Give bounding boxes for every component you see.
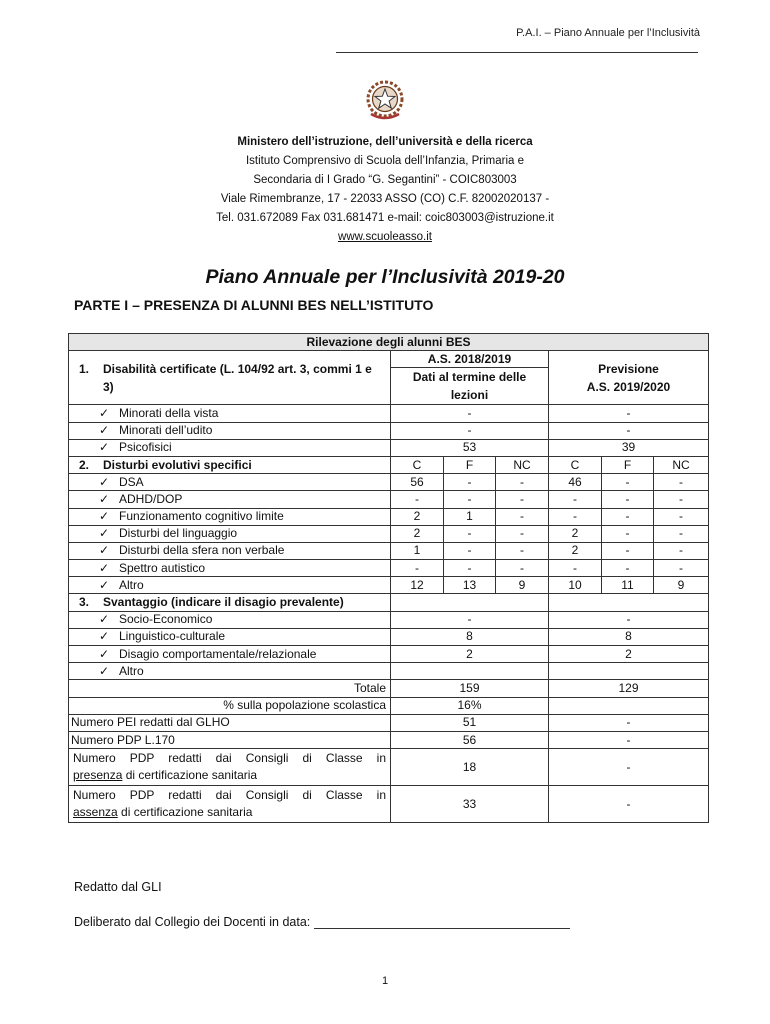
subcolumn-header: F bbox=[444, 456, 496, 473]
value-cell: - bbox=[496, 508, 549, 525]
value-2019: - bbox=[549, 786, 709, 823]
value-cell: 2 bbox=[391, 508, 444, 525]
value-cell: - bbox=[654, 491, 709, 508]
value-cell: 9 bbox=[496, 577, 549, 594]
row-label: Socio-Economico bbox=[119, 612, 213, 627]
value-cell: - bbox=[602, 491, 654, 508]
label-line-1: Numero PDP redatti dai Consigli di Classe in bbox=[73, 788, 386, 803]
section-title: Svantaggio (indicare il disagio prevalente) bbox=[103, 595, 344, 610]
value-cell: - bbox=[654, 525, 709, 542]
section-3-header-row bbox=[69, 594, 709, 611]
disorder-label bbox=[69, 525, 391, 542]
value-cell: 9 bbox=[654, 577, 709, 594]
check-mark-icon: ✓ bbox=[99, 629, 110, 644]
value-cell: 10 bbox=[549, 577, 602, 594]
value-2019: - bbox=[549, 422, 709, 439]
col-2018-line-2: Dati al termine delle lezioni bbox=[391, 368, 549, 405]
disorder-label bbox=[69, 474, 391, 491]
value-2018: - bbox=[391, 611, 549, 628]
table-row bbox=[69, 560, 709, 577]
value-2018: - bbox=[391, 405, 549, 422]
check-mark-icon: ✓ bbox=[99, 491, 110, 506]
value-cell: - bbox=[496, 491, 549, 508]
value-cell: - bbox=[444, 491, 496, 508]
value-2018: 2 bbox=[391, 646, 549, 663]
value-2019: 2 bbox=[549, 646, 709, 663]
value-cell: - bbox=[444, 542, 496, 559]
table-row bbox=[69, 508, 709, 525]
value-2019: - bbox=[549, 749, 709, 786]
value-2019: - bbox=[549, 611, 709, 628]
institution-block bbox=[0, 133, 770, 247]
check-mark-icon: ✓ bbox=[99, 509, 110, 524]
subcolumn-header: F bbox=[602, 456, 654, 473]
check-mark-icon: ✓ bbox=[99, 526, 110, 541]
disadvantage-label bbox=[69, 646, 391, 663]
value-cell: - bbox=[654, 542, 709, 559]
value-cell: 13 bbox=[444, 577, 496, 594]
row-label: Linguistico-culturale bbox=[119, 629, 226, 644]
italian-republic-emblem-icon bbox=[363, 78, 407, 122]
col-2018-line-1: A.S. 2018/2019 bbox=[391, 351, 549, 368]
check-mark-icon: ✓ bbox=[99, 405, 110, 420]
row-label: Funzionamento cognitivo limite bbox=[119, 509, 284, 524]
pdp170-row-label: Numero PDP L.170 bbox=[69, 731, 391, 748]
running-header: P.A.I. – Piano Annuale per l’Inclusività bbox=[516, 27, 700, 39]
value-cell: - bbox=[496, 474, 549, 491]
table-row bbox=[69, 405, 709, 422]
check-mark-icon: ✓ bbox=[99, 423, 110, 438]
col-2019-header bbox=[549, 351, 709, 405]
row-label: Disturbi del linguaggio bbox=[119, 526, 238, 541]
section-2-header-row bbox=[69, 456, 709, 473]
disorder-label bbox=[69, 560, 391, 577]
table-row bbox=[69, 542, 709, 559]
disorder-label bbox=[69, 508, 391, 525]
value-cell: - bbox=[602, 474, 654, 491]
value-2018: 33 bbox=[391, 786, 549, 823]
redatto-text: Redatto dal GLI bbox=[74, 880, 162, 894]
row-label: Disturbi della sfera non verbale bbox=[119, 543, 285, 558]
section-number: 3. bbox=[79, 595, 90, 610]
value-cell: 11 bbox=[602, 577, 654, 594]
row-label: Spettro autistico bbox=[119, 560, 206, 575]
value-2018 bbox=[391, 663, 549, 680]
row-label: Minorati della vista bbox=[119, 405, 219, 420]
value-2019: 39 bbox=[549, 439, 709, 456]
value-cell: 2 bbox=[549, 542, 602, 559]
percent-row bbox=[69, 697, 709, 714]
value-2019: 8 bbox=[549, 628, 709, 645]
disability-label bbox=[69, 439, 391, 456]
empty-cell bbox=[391, 594, 549, 611]
value-2019 bbox=[549, 697, 709, 714]
value-cell: 1 bbox=[391, 542, 444, 559]
value-cell: - bbox=[602, 542, 654, 559]
date-signature-line[interactable] bbox=[314, 914, 570, 929]
value-cell: 56 bbox=[391, 474, 444, 491]
value-2019: 129 bbox=[549, 680, 709, 697]
value-cell: 1 bbox=[444, 508, 496, 525]
disorder-label bbox=[69, 491, 391, 508]
section-2-title-cell bbox=[69, 456, 391, 473]
check-mark-icon: ✓ bbox=[99, 612, 110, 627]
value-cell: - bbox=[444, 525, 496, 542]
value-2019 bbox=[549, 663, 709, 680]
value-cell: - bbox=[602, 525, 654, 542]
value-2019: - bbox=[549, 405, 709, 422]
value-2018: 53 bbox=[391, 439, 549, 456]
value-cell: - bbox=[496, 525, 549, 542]
label-line-2 bbox=[73, 804, 386, 821]
deliberato-text: Deliberato dal Collegio dei Docenti in data: bbox=[74, 915, 311, 929]
check-mark-icon: ✓ bbox=[99, 543, 110, 558]
value-cell: - bbox=[654, 508, 709, 525]
table-row bbox=[69, 491, 709, 508]
table-row bbox=[69, 422, 709, 439]
check-mark-icon: ✓ bbox=[99, 440, 110, 455]
value-cell: 12 bbox=[391, 577, 444, 594]
institution-contacts: Tel. 031.672089 Fax 031.681471 e-mail: coic803003@istruzione.it bbox=[216, 212, 554, 224]
value-cell: - bbox=[444, 474, 496, 491]
row-label: DSA bbox=[119, 474, 144, 489]
disorder-label bbox=[69, 577, 391, 594]
check-mark-icon: ✓ bbox=[99, 577, 110, 592]
disadvantage-label bbox=[69, 611, 391, 628]
page-number: 1 bbox=[381, 975, 389, 987]
value-cell: - bbox=[496, 542, 549, 559]
header-divider bbox=[336, 52, 698, 53]
subcolumn-header: C bbox=[391, 456, 444, 473]
underlined-keyword: assenza bbox=[73, 805, 118, 820]
pei-row bbox=[69, 714, 709, 731]
check-mark-icon: ✓ bbox=[99, 663, 110, 678]
value-2018: 56 bbox=[391, 731, 549, 748]
value-2019: - bbox=[549, 714, 709, 731]
value-cell: - bbox=[549, 491, 602, 508]
table-caption-row bbox=[69, 334, 709, 351]
subcolumn-header: NC bbox=[654, 456, 709, 473]
label-line-1: Numero PDP redatti dai Consigli di Classe in bbox=[73, 751, 386, 766]
pdp-assenza-row bbox=[69, 786, 709, 823]
value-cell: 2 bbox=[391, 525, 444, 542]
value-cell: - bbox=[549, 560, 602, 577]
value-cell: - bbox=[602, 508, 654, 525]
row-label: Altro bbox=[119, 663, 144, 678]
row-label: Psicofisici bbox=[119, 440, 172, 455]
table-row bbox=[69, 474, 709, 491]
ministry-name: Ministero dell’istruzione, dell’università e della ricerca bbox=[237, 136, 533, 148]
check-mark-icon: ✓ bbox=[99, 474, 110, 489]
value-2018: 18 bbox=[391, 749, 549, 786]
value-2018: 159 bbox=[391, 680, 549, 697]
value-2018: 8 bbox=[391, 628, 549, 645]
empty-cell bbox=[549, 594, 709, 611]
section-number: 2. bbox=[79, 457, 90, 472]
value-2018: 51 bbox=[391, 714, 549, 731]
section-title: Disturbi evolutivi specifici bbox=[103, 457, 252, 472]
label-rest: di certificazione sanitaria bbox=[122, 768, 258, 783]
check-mark-icon: ✓ bbox=[99, 560, 110, 575]
value-cell: - bbox=[391, 491, 444, 508]
value-2018: 16% bbox=[391, 697, 549, 714]
value-cell: - bbox=[444, 560, 496, 577]
section-3-title-cell bbox=[69, 594, 391, 611]
subcolumn-header: C bbox=[549, 456, 602, 473]
bes-table bbox=[68, 333, 709, 823]
part-title: PARTE I – PRESENZA DI ALUNNI BES NELL’ISTITUTO bbox=[74, 297, 434, 313]
table-row bbox=[69, 525, 709, 542]
table-row bbox=[69, 628, 709, 645]
label-line-2 bbox=[73, 767, 386, 784]
pdp170-row bbox=[69, 731, 709, 748]
disorder-label bbox=[69, 542, 391, 559]
document-title: Piano Annuale per l’Inclusività 2019-20 bbox=[205, 266, 565, 288]
percent-row-label: % sulla popolazione scolastica bbox=[69, 697, 391, 714]
table-row bbox=[69, 577, 709, 594]
table-row bbox=[69, 611, 709, 628]
pdp-presenza-row bbox=[69, 749, 709, 786]
value-cell: 46 bbox=[549, 474, 602, 491]
value-cell: - bbox=[654, 474, 709, 491]
disadvantage-label bbox=[69, 628, 391, 645]
row-label: ADHD/DOP bbox=[119, 491, 183, 506]
col-2019-line-1: Previsione bbox=[598, 361, 659, 376]
value-cell: - bbox=[654, 560, 709, 577]
section-1-title: Disabilità certificate (L. 104/92 art. 3, commi 1 e 3) bbox=[103, 361, 372, 394]
table-caption: Rilevazione degli alunni BES bbox=[69, 334, 709, 351]
totale-row-label: Totale bbox=[69, 680, 391, 697]
table-row bbox=[69, 663, 709, 680]
value-cell: - bbox=[496, 560, 549, 577]
value-cell: - bbox=[549, 508, 602, 525]
col-2019-line-2: A.S. 2019/2020 bbox=[586, 379, 671, 394]
disability-label bbox=[69, 405, 391, 422]
value-cell: - bbox=[602, 560, 654, 577]
row-label: Minorati dell’udito bbox=[119, 423, 213, 438]
pdp-presenza-row-label bbox=[69, 749, 391, 786]
pei-row-label: Numero PEI redatti dal GLHO bbox=[69, 714, 391, 731]
section-1-number: 1. bbox=[79, 361, 90, 376]
table-row bbox=[69, 646, 709, 663]
institution-line-1: Istituto Comprensivo di Scuola dell’Infanzia, Primaria e bbox=[245, 155, 525, 167]
value-cell: - bbox=[391, 560, 444, 577]
disadvantage-label bbox=[69, 663, 391, 680]
value-2018: - bbox=[391, 422, 549, 439]
deliberato-line bbox=[74, 914, 570, 929]
table-row bbox=[69, 439, 709, 456]
disability-label bbox=[69, 422, 391, 439]
subcolumn-header: NC bbox=[496, 456, 549, 473]
value-cell: 2 bbox=[549, 525, 602, 542]
institution-address: Viale Rimembranze, 17 - 22033 ASSO (CO) C.F. 82002020137 - bbox=[220, 193, 550, 205]
institution-line-2: Secondaria di I Grado “G. Segantini” - COIC803003 bbox=[253, 174, 517, 186]
underlined-keyword: presenza bbox=[73, 768, 123, 783]
section-1-header-row bbox=[69, 351, 709, 368]
row-label: Disagio comportamentale/relazionale bbox=[119, 646, 317, 661]
check-mark-icon: ✓ bbox=[99, 646, 110, 661]
value-2019: - bbox=[549, 731, 709, 748]
label-rest: di certificazione sanitaria bbox=[117, 805, 253, 820]
pdp-assenza-row-label bbox=[69, 786, 391, 823]
totale-row bbox=[69, 680, 709, 697]
website-link[interactable]: www.scuoleasso.it bbox=[338, 231, 432, 243]
row-label: Altro bbox=[119, 577, 144, 592]
